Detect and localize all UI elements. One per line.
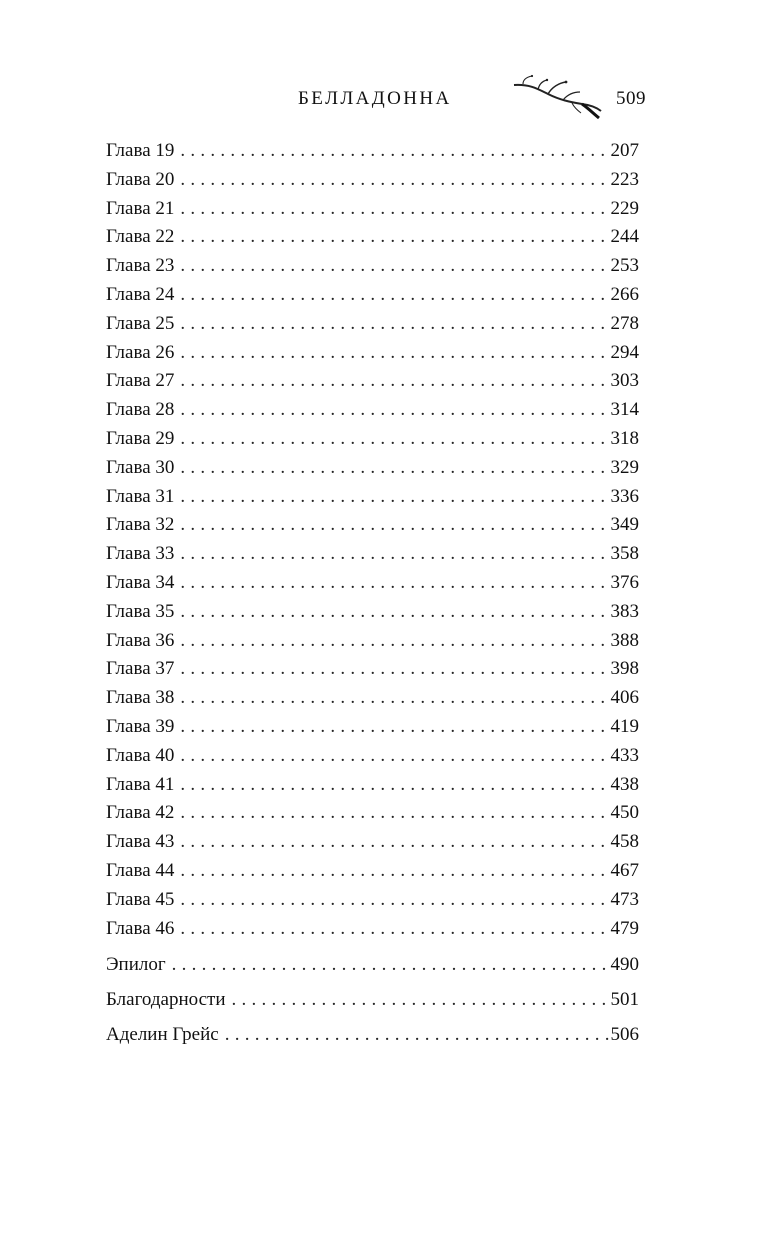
dot-leader	[180, 281, 610, 310]
toc-entry-page: 450	[610, 802, 639, 824]
toc-entry-page: 479	[610, 917, 639, 939]
toc-entry-label: Глава 40	[106, 744, 175, 766]
toc-entry-page: 501	[610, 989, 639, 1011]
toc-entry-page: 349	[610, 514, 639, 536]
toc-entry-page: 376	[610, 571, 639, 593]
dot-leader	[180, 569, 610, 598]
toc-entry	[106, 310, 639, 339]
toc-entry-label: Глава 32	[106, 514, 175, 536]
toc-entry-page: 458	[610, 831, 639, 853]
toc-entry-label: Эпилог	[106, 954, 166, 976]
toc-entry	[106, 915, 639, 944]
dot-leader	[180, 598, 610, 627]
toc-entry-label: Глава 45	[106, 888, 175, 910]
toc-entry-label: Глава 37	[106, 658, 175, 680]
toc-entry	[106, 1021, 639, 1048]
toc-entry	[106, 483, 639, 512]
toc-entry-label: Глава 20	[106, 168, 175, 190]
toc-entry-label: Глава 34	[106, 571, 175, 593]
toc-entry-label: Глава 38	[106, 687, 175, 709]
toc-entry	[106, 684, 639, 713]
toc-entry-label: Глава 23	[106, 255, 175, 277]
dot-leader	[180, 511, 610, 540]
toc-entry-page: 467	[610, 859, 639, 881]
toc-entry	[106, 951, 639, 978]
toc-entry	[106, 828, 639, 857]
dot-leader	[180, 684, 610, 713]
dot-leader	[180, 540, 610, 569]
toc-entry-page: 207	[610, 140, 639, 161]
toc-entry-label: Глава 33	[106, 543, 175, 565]
toc-entry-page: 266	[610, 283, 639, 305]
toc-entry-page: 294	[610, 341, 639, 363]
toc-entry-page: 318	[610, 427, 639, 449]
toc-entry-page: 433	[610, 744, 639, 766]
dot-leader	[180, 223, 610, 252]
toc-entry-page: 406	[610, 687, 639, 709]
toc-entry-page: 244	[610, 226, 639, 248]
dot-leader	[180, 655, 610, 684]
dot-leader	[180, 425, 610, 454]
toc-entry	[106, 425, 639, 454]
toc-entry-label: Глава 44	[106, 859, 175, 881]
toc-entry-label: Глава 43	[106, 831, 175, 853]
dot-leader	[180, 828, 610, 857]
toc-entry-page: 383	[610, 600, 639, 622]
dot-leader	[180, 483, 610, 512]
toc-entry	[106, 986, 639, 1013]
toc-entry-page: 223	[610, 168, 639, 190]
toc-entry-page: 388	[610, 629, 639, 651]
toc-entry-label: Глава 36	[106, 629, 175, 651]
dot-leader	[180, 627, 610, 656]
toc-entry-label: Глава 39	[106, 715, 175, 737]
toc-entry-label: Глава 30	[106, 456, 175, 478]
toc-entry-label: Глава 22	[106, 226, 175, 248]
dot-leader	[172, 951, 611, 980]
toc-entry-label: Глава 35	[106, 600, 175, 622]
toc-entry	[106, 339, 639, 368]
toc-entry	[106, 771, 639, 800]
toc-entry-label: Глава 24	[106, 283, 175, 305]
dot-leader	[180, 166, 610, 195]
toc-entry-label: Глава 21	[106, 197, 175, 219]
toc-entry-label: Глава 42	[106, 802, 175, 824]
dot-leader	[180, 742, 610, 771]
toc-entry-label: Глава 29	[106, 427, 175, 449]
toc-entry	[106, 627, 639, 656]
toc-entry-page: 490	[610, 954, 639, 976]
dot-leader	[180, 367, 610, 396]
toc-entry-page: 358	[610, 543, 639, 565]
dot-leader	[180, 137, 610, 166]
dot-leader	[180, 915, 610, 944]
toc-entry-page: 229	[610, 197, 639, 219]
toc-entry-label: Аделин Грейс	[106, 1024, 219, 1046]
dot-leader	[180, 310, 610, 339]
toc-entry-label: Благодарности	[106, 989, 226, 1011]
toc-entry	[106, 367, 639, 396]
page-header	[0, 0, 768, 130]
dot-leader	[180, 252, 610, 281]
dot-leader	[180, 713, 610, 742]
toc-entry-page: 398	[610, 658, 639, 680]
toc-entry-label: Глава 26	[106, 341, 175, 363]
toc-entry	[106, 713, 639, 742]
toc-entry	[106, 223, 639, 252]
toc-entry-label: Глава 46	[106, 917, 175, 939]
toc-entry	[106, 598, 639, 627]
toc-entry	[106, 137, 639, 166]
dot-leader	[180, 771, 610, 800]
toc-entry-label: Глава 27	[106, 370, 175, 392]
dot-leader	[225, 1021, 611, 1050]
toc-entry-page: 253	[610, 255, 639, 277]
branch-ornament-icon	[508, 72, 604, 122]
toc-entry	[106, 742, 639, 771]
toc-entry-page: 329	[610, 456, 639, 478]
dot-leader	[180, 886, 610, 915]
toc-entry-page: 438	[610, 773, 639, 795]
toc-entry-label: Глава 19	[106, 140, 175, 161]
toc-entry-label: Глава 41	[106, 773, 175, 795]
toc-entry-page: 336	[610, 485, 639, 507]
toc-entry	[106, 166, 639, 195]
toc-entry	[106, 655, 639, 684]
toc-entry-label: Глава 28	[106, 399, 175, 421]
toc-entry	[106, 281, 639, 310]
toc-entry	[106, 454, 639, 483]
toc-entry	[106, 195, 639, 224]
toc-entry	[106, 569, 639, 598]
running-title: БЕЛЛАДОННА	[298, 88, 452, 109]
dot-leader	[232, 986, 611, 1015]
toc-entry-page: 419	[610, 715, 639, 737]
toc-entry-page: 473	[610, 888, 639, 910]
toc-entry	[106, 886, 639, 915]
toc-entry	[106, 540, 639, 569]
dot-leader	[180, 857, 610, 886]
dot-leader	[180, 799, 610, 828]
page-number: 509	[616, 88, 646, 109]
toc-entry-label: Глава 31	[106, 485, 175, 507]
dot-leader	[180, 454, 610, 483]
toc-entry-page: 278	[610, 312, 639, 334]
toc-entry	[106, 857, 639, 886]
dot-leader	[180, 396, 610, 425]
toc-entry	[106, 252, 639, 281]
dot-leader	[180, 339, 610, 368]
dot-leader	[180, 195, 610, 224]
toc-entry	[106, 396, 639, 425]
toc-entry	[106, 511, 639, 540]
toc-entry-label: Глава 25	[106, 312, 175, 334]
toc-entry-page: 506	[610, 1024, 639, 1046]
toc-entry-page: 314	[610, 399, 639, 421]
toc-entry-page: 303	[610, 370, 639, 392]
toc-entry	[106, 799, 639, 828]
table-of-contents	[106, 137, 639, 1048]
